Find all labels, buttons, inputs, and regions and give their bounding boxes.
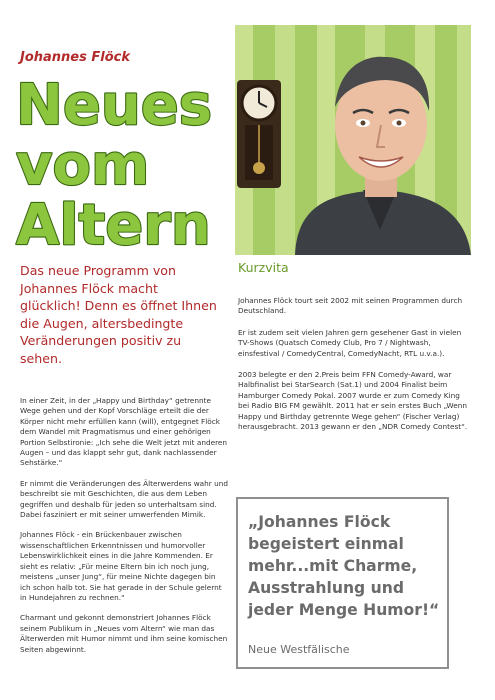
description-column <box>20 396 228 665</box>
title-line-3: Altern <box>16 193 211 258</box>
show-title <box>14 73 234 258</box>
portrait-photo <box>235 25 471 255</box>
description-paragraph-1: In einer Zeit, in der „Happy und Birthday“ getrennte Wege gehen und der Kopf Vorschläge erteilt die der Körper nicht mehr erfüllen kann (will), entgegnet Flöck dem Wandel mit Pragmatismus und einer gehörigen Portion Selbstironie: „Ich sehe die Welt jetzt mit anderen Augen – und das klappt sehr gut, dank nachlassender Sehstärke.“ <box>20 396 228 468</box>
kurzvita-column <box>238 296 468 443</box>
kurzvita-paragraph-3: 2003 belegte er den 2.Preis beim FFN Comedy-Award, war Halbfinalist bei StarSearch (Sat.1) und 2004 Finalist beim Hamburger Comedy Pokal. 2007 wurde er zum Comedy King bei Radio BIG FM gewählt. 2011 hat er sein erstes Buch „Wenn Happy und Birthday getrennte Wege gehen“ (Fischer Verlag) herausgebracht. 2013 gewann er den „NDR Comedy Contest“. <box>238 370 468 432</box>
kurzvita-paragraph-1: Johannes Flöck tourt seit 2002 mit seinen Programmen durch Deutschland. <box>238 296 463 316</box>
kurzvita-paragraph-2: Er ist zudem seit vielen Jahren gern gesehener Gast in vielen TV-Shows (Quatsch Comedy Club, Pro 7 / Nightwash, einsfestival / ComedyCentral, ComedyNacht, RTL u.v.a.). <box>238 327 462 358</box>
description-paragraph-3: Johannes Flöck - ein Brückenbauer zwischen wissenschaftlichen Erkenntnissen und humorvoller Lebenswirklichkeit eines in die Jahre Kommenden. Er sieht es relativ: „Für meine Eltern bin ich noch jung, meistens „unser Jung“, für meine Nichte dagegen bin ich schon halb tot. Sie hat gerade in der Schule gelernt in Hundejahren zu rechnen.“ <box>20 530 222 602</box>
quote-box <box>236 497 449 669</box>
intro-text: Das neue Programm von Johannes Flöck macht glücklich! Denn es öffnet Ihnen die Augen, altersbedingte Veränderungen positiv zu sehen. <box>20 263 217 366</box>
kurzvita-heading: Kurzvita <box>238 260 289 275</box>
description-paragraph-4: Charmant und gekonnt demonstriert Johannes Flöck seinem Publikum in „Neues vom Altern“ wie man das Älterwerden mit Humor nimmt und ihm seine komischen Seiten abgewinnt. <box>20 613 228 654</box>
portrait-with-wall-clock-icon <box>235 25 471 255</box>
title-line-2: vom <box>16 133 150 198</box>
title-line-1: Neues <box>16 73 213 138</box>
author-name: Johannes Flöck <box>20 50 131 65</box>
quote-source: Neue Westfälische <box>248 643 350 656</box>
quote-text: „Johannes Flöck begeistert einmal mehr...mit Charme, Ausstrahlung und jeder Menge Humor!“ <box>248 513 440 619</box>
description-paragraph-2: Er nimmt die Veränderungen des Älterwerdens wahr und beschreibt sie mit Geschichten, die aus dem Leben gegriffen und deshalb für jeden so unterhaltsam sind. Dabei fasziniert er mit seiner umwerfenden Mimik. <box>20 478 228 520</box>
